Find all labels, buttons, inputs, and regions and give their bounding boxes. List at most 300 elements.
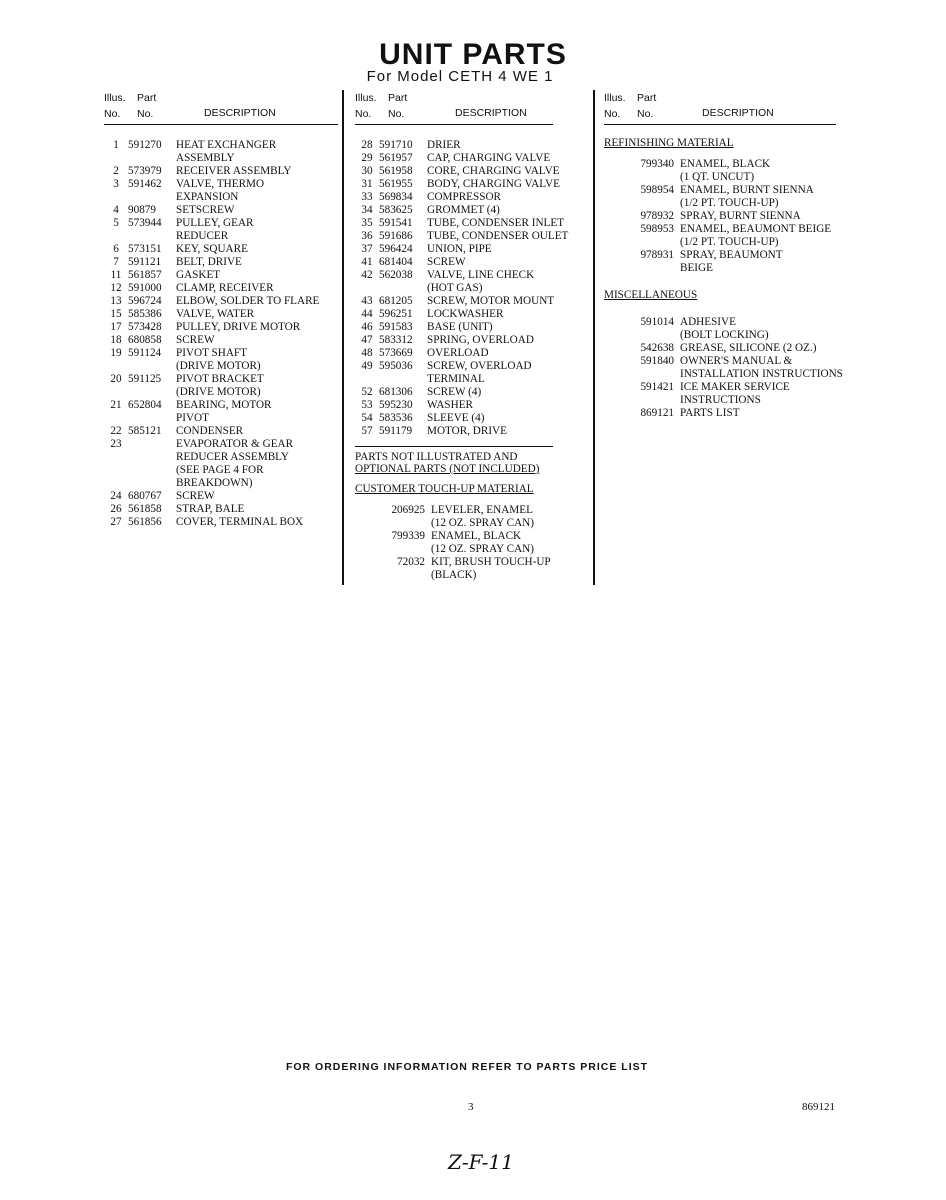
illus-number: 21 (110, 399, 122, 411)
part-number: 598954 (640, 184, 674, 196)
description-line: TERMINAL (427, 373, 485, 385)
part-description (680, 184, 836, 210)
part-number: 573669 (379, 347, 413, 359)
table-row (104, 139, 338, 165)
description-line: (DRIVE MOTOR) (176, 360, 261, 372)
illus-number: 54 (361, 412, 373, 424)
part-number: 591840 (640, 355, 674, 367)
table-row (355, 139, 553, 152)
description-line: BREAKDOWN) (176, 477, 253, 489)
description-line: KIT, BRUSH TOUCH-UP (431, 556, 551, 568)
part-number: 591710 (379, 139, 413, 151)
ordering-footer: FOR ORDERING INFORMATION REFER TO PARTS PRICE LIST (285, 1061, 649, 1073)
table-row (355, 347, 553, 360)
description-line: SPRING, OVERLOAD (427, 334, 534, 346)
part-number: 681205 (379, 295, 413, 307)
part-number: 591121 (128, 256, 162, 268)
part-number: 591124 (128, 347, 162, 359)
part-description (427, 425, 553, 438)
miscellaneous-title: MISCELLANEOUS (604, 289, 698, 301)
description-line: BEARING, MOTOR (176, 399, 272, 411)
table-row (355, 269, 553, 295)
illus-number: 4 (113, 204, 119, 216)
part-number: 573944 (128, 217, 162, 229)
description-line: EVAPORATOR & GEAR (176, 438, 294, 450)
list-item (604, 342, 836, 355)
header-illus: Illus. (355, 92, 377, 104)
description-line: CORE, CHARGING VALVE (427, 165, 560, 177)
part-number: 591541 (379, 217, 413, 229)
list-item (604, 184, 836, 210)
description-line: SCREW (176, 490, 215, 502)
part-number: 561857 (128, 269, 162, 281)
illus-number: 41 (361, 256, 373, 268)
table-row (104, 308, 338, 321)
description-line: (SEE PAGE 4 FOR (176, 464, 264, 476)
description-line: (HOT GAS) (427, 282, 483, 294)
description-line: PULLEY, DRIVE MOTOR (176, 321, 301, 333)
not-illustrated-line-2: OPTIONAL PARTS (NOT INCLUDED) (355, 463, 540, 475)
illus-number: 15 (110, 308, 122, 320)
description-line: (1/2 PT. TOUCH-UP) (680, 236, 779, 248)
part-description (176, 139, 338, 165)
part-number: 591686 (379, 230, 413, 242)
illus-number: 57 (361, 425, 373, 437)
table-row (104, 334, 338, 347)
description-line: ENAMEL, BLACK (431, 530, 522, 542)
part-description (427, 334, 553, 347)
description-line: RECEIVER ASSEMBLY (176, 165, 292, 177)
page-title: UNIT PARTS (379, 38, 567, 71)
header-part: Part (388, 92, 408, 104)
table-row (355, 334, 553, 347)
description-line: KEY, SQUARE (176, 243, 248, 255)
table-row (355, 178, 560, 191)
header-description: DESCRIPTION (702, 107, 774, 119)
part-description (427, 295, 554, 308)
handwritten-note: Z-F-11 (448, 1150, 514, 1174)
part-description (427, 191, 553, 204)
description-line: (12 OZ. SPRAY CAN) (431, 543, 534, 555)
description-line: OWNER'S MANUAL & (680, 355, 793, 367)
part-description (427, 165, 560, 178)
table-row (355, 165, 560, 178)
table-row (355, 295, 553, 308)
description-line: INSTALLATION INSTRUCTIONS (680, 368, 843, 380)
table-row (355, 243, 553, 256)
header-part-no: No. (388, 108, 405, 120)
part-number: 681306 (379, 386, 413, 398)
part-description (680, 249, 836, 275)
description-line: PARTS LIST (680, 407, 740, 419)
description-line: SLEEVE (4) (427, 412, 485, 424)
illus-number: 48 (361, 347, 373, 359)
list-item (604, 355, 843, 381)
table-row (355, 412, 553, 425)
description-line: (1/2 PT. TOUCH-UP) (680, 197, 779, 209)
part-description (431, 556, 553, 582)
table-row (104, 243, 338, 256)
part-description (427, 243, 553, 256)
header-illus: Illus. (604, 92, 626, 104)
description-line: SCREW (4) (427, 386, 482, 398)
list-item (604, 210, 836, 223)
part-number: 591421 (640, 381, 674, 393)
part-description (427, 347, 553, 360)
illus-number: 3 (113, 178, 119, 190)
part-description (427, 308, 553, 321)
description-line: OVERLOAD (427, 347, 489, 359)
refinishing-list (604, 158, 836, 275)
part-description (176, 178, 338, 204)
part-number: 90879 (128, 204, 156, 216)
part-number: 591125 (128, 373, 162, 385)
table-row (104, 399, 338, 425)
header-part-no: No. (637, 108, 654, 120)
miscellaneous-list (604, 316, 843, 420)
miscellaneous-section (604, 289, 843, 420)
description-line: LOCKWASHER (427, 308, 504, 320)
table-row (355, 256, 553, 269)
part-description (427, 152, 553, 165)
part-number: 595036 (379, 360, 413, 372)
description-line: (BLACK) (431, 569, 477, 581)
description-line: (DRIVE MOTOR) (176, 386, 261, 398)
part-number: 583625 (379, 204, 413, 216)
customer-touchup-list (355, 504, 553, 582)
part-number: 561958 (379, 165, 413, 177)
header-illus-no: No. (104, 108, 121, 120)
part-description (427, 386, 553, 399)
part-number: 561858 (128, 503, 162, 515)
header-part: Part (137, 92, 157, 104)
illus-number: 35 (361, 217, 373, 229)
list-item (604, 158, 836, 184)
illus-number: 20 (110, 373, 122, 385)
description-line: UNION, PIPE (427, 243, 492, 255)
description-line: SETSCREW (176, 204, 235, 216)
description-line: ENAMEL, BEAUMONT BEIGE (680, 223, 832, 235)
description-line: TUBE, CONDENSER INLET (427, 217, 565, 229)
description-line: CAP, CHARGING VALVE (427, 152, 551, 164)
part-number: 72032 (397, 556, 425, 568)
illus-number: 31 (361, 178, 373, 190)
column-divider-right (593, 90, 595, 585)
description-line: SPRAY, BURNT SIENNA (680, 210, 801, 222)
part-number: 562038 (379, 269, 413, 281)
description-line: SCREW (427, 256, 466, 268)
table-row (355, 399, 553, 412)
part-number: 591270 (128, 139, 162, 151)
illus-number: 52 (361, 386, 373, 398)
illus-number: 29 (361, 152, 373, 164)
illus-number: 1 (113, 139, 119, 151)
part-number: 542638 (640, 342, 674, 354)
table-row (104, 178, 338, 204)
illus-number: 19 (110, 347, 122, 359)
table-row (355, 308, 553, 321)
description-line: GASKET (176, 269, 221, 281)
table-row (355, 217, 565, 230)
table-row (104, 204, 338, 217)
illus-number: 37 (361, 243, 373, 255)
list-item (355, 504, 553, 530)
description-line: (12 OZ. SPRAY CAN) (431, 517, 534, 529)
table-row (104, 503, 338, 516)
illus-number: 26 (110, 503, 122, 515)
part-number: 680858 (128, 334, 162, 346)
part-description (427, 269, 553, 295)
refinishing-title: REFINISHING MATERIAL (604, 137, 734, 149)
illus-number: 43 (361, 295, 373, 307)
table-row (104, 438, 338, 490)
description-line: (1 QT. UNCUT) (680, 171, 755, 183)
description-line: HEAT EXCHANGER (176, 139, 277, 151)
customer-touchup-title: CUSTOMER TOUCH-UP MATERIAL (355, 483, 534, 495)
table-row (104, 217, 338, 243)
part-description (680, 407, 836, 420)
not-illustrated-line-1: PARTS NOT ILLUSTRATED AND (355, 451, 518, 463)
description-line: PIVOT SHAFT (176, 347, 247, 359)
description-line: ENAMEL, BURNT SIENNA (680, 184, 814, 196)
part-number: 561856 (128, 516, 162, 528)
part-description (176, 165, 338, 178)
part-description (680, 210, 836, 223)
description-line: SPRAY, BEAUMONT (680, 249, 783, 261)
description-line: WASHER (427, 399, 473, 411)
part-description (427, 217, 564, 230)
part-number: 596724 (128, 295, 162, 307)
part-number: 596251 (379, 308, 413, 320)
part-number: 591014 (640, 316, 674, 328)
part-description (176, 490, 338, 503)
list-item (604, 381, 836, 407)
table-row (355, 425, 553, 438)
part-description (427, 399, 553, 412)
description-line: REDUCER ASSEMBLY (176, 451, 289, 463)
description-line: GROMMET (4) (427, 204, 500, 216)
description-line: STRAP, BALE (176, 503, 245, 515)
illus-number: 44 (361, 308, 373, 320)
description-line: ASSEMBLY (176, 152, 235, 164)
description-line: VALVE, THERMO (176, 178, 265, 190)
illus-number: 24 (110, 490, 122, 502)
table-row (355, 386, 553, 399)
header-description: DESCRIPTION (204, 107, 276, 119)
part-description (176, 334, 338, 347)
description-line: REDUCER (176, 230, 229, 242)
part-number: 591583 (379, 321, 413, 333)
part-number: 869121 (640, 407, 674, 419)
description-line: BASE (UNIT) (427, 321, 493, 333)
refinishing-section (604, 137, 836, 275)
description-line: MOTOR, DRIVE (427, 425, 507, 437)
part-number: 585386 (128, 308, 162, 320)
part-description (176, 243, 338, 256)
part-number: 591000 (128, 282, 162, 294)
part-number: 585121 (128, 425, 162, 437)
table-row (104, 165, 338, 178)
part-number: 573979 (128, 165, 162, 177)
table-row (355, 321, 553, 334)
header-part-no: No. (137, 108, 154, 120)
list-item (355, 530, 553, 556)
part-description (176, 269, 338, 282)
illus-number: 46 (361, 321, 373, 333)
illus-number: 2 (113, 165, 119, 177)
part-description (427, 139, 553, 152)
description-line: BELT, DRIVE (176, 256, 242, 268)
part-number: 583312 (379, 334, 413, 346)
part-description (176, 256, 338, 269)
parts-list (355, 139, 569, 438)
table-row (355, 152, 553, 165)
description-line: PIVOT BRACKET (176, 373, 264, 385)
description-line: (BOLT LOCKING) (680, 329, 769, 341)
part-number: 569834 (379, 191, 413, 203)
description-line: EXPANSION (176, 191, 239, 203)
part-description (427, 230, 568, 243)
list-item (604, 316, 836, 342)
part-number: 591462 (128, 178, 162, 190)
part-description (176, 373, 338, 399)
description-line: BEIGE (680, 262, 713, 274)
column-header (104, 90, 338, 125)
part-number: 206925 (391, 504, 425, 516)
table-row (104, 425, 338, 438)
description-line: ADHESIVE (680, 316, 736, 328)
list-item (355, 556, 553, 582)
document-number: 869121 (802, 1101, 835, 1113)
table-row (355, 191, 553, 204)
illus-number: 33 (361, 191, 373, 203)
illus-number: 18 (110, 334, 122, 346)
description-line: VALVE, LINE CHECK (427, 269, 535, 281)
part-number: 598953 (640, 223, 674, 235)
part-description (680, 355, 843, 381)
part-number: 583536 (379, 412, 413, 424)
illus-number: 5 (113, 217, 119, 229)
part-number: 591179 (379, 425, 413, 437)
description-line: INSTRUCTIONS (680, 394, 761, 406)
part-description (176, 399, 338, 425)
header-part: Part (637, 92, 657, 104)
part-description (176, 438, 338, 490)
part-description (680, 342, 836, 355)
part-number: 561955 (379, 178, 413, 190)
illus-number: 47 (361, 334, 373, 346)
description-line: LEVELER, ENAMEL (431, 504, 533, 516)
illus-number: 12 (110, 282, 122, 294)
part-description (427, 256, 553, 269)
illus-number: 30 (361, 165, 373, 177)
description-line: COMPRESSOR (427, 191, 501, 203)
part-number (128, 438, 176, 490)
description-line: PIVOT (176, 412, 209, 424)
description-line: CLAMP, RECEIVER (176, 282, 274, 294)
part-number: 681404 (379, 256, 413, 268)
part-description (176, 282, 338, 295)
illus-number: 13 (110, 295, 122, 307)
illus-number: 11 (110, 269, 122, 281)
part-description (427, 178, 560, 191)
description-line: SCREW (176, 334, 215, 346)
part-number: 573151 (128, 243, 162, 255)
part-description (427, 360, 553, 386)
illus-number: 42 (361, 269, 373, 281)
illus-number: 36 (361, 230, 373, 242)
part-number: 978932 (640, 210, 674, 222)
part-description (176, 347, 338, 373)
description-line: DRIER (427, 139, 461, 151)
part-description (176, 516, 338, 529)
table-row (355, 230, 569, 243)
description-line: PULLEY, GEAR (176, 217, 254, 229)
part-description (680, 316, 836, 342)
part-number: 652804 (128, 399, 162, 411)
description-line: GREASE, SILICONE (2 OZ.) (680, 342, 817, 354)
table-row (104, 516, 338, 529)
table-row (104, 282, 338, 295)
description-line: SCREW, OVERLOAD (427, 360, 532, 372)
header-description: DESCRIPTION (455, 107, 527, 119)
part-description (427, 412, 553, 425)
illus-number: 28 (361, 139, 373, 151)
header-illus: Illus. (104, 92, 126, 104)
column-divider-left (342, 90, 344, 585)
description-line: CONDENSER (176, 425, 244, 437)
part-description (680, 223, 836, 249)
description-line: SCREW, MOTOR MOUNT (427, 295, 555, 307)
table-row (104, 373, 338, 399)
list-item (604, 223, 836, 249)
parts-list (104, 139, 338, 529)
part-number: 680767 (128, 490, 162, 502)
list-item (604, 249, 836, 275)
header-illus-no: No. (355, 108, 372, 120)
illus-number: 49 (361, 360, 373, 372)
list-item (604, 407, 836, 420)
customer-touchup-section (355, 483, 553, 582)
table-row (104, 256, 338, 269)
illus-number: 53 (361, 399, 373, 411)
illus-number: 7 (113, 256, 119, 268)
part-number: 573428 (128, 321, 162, 333)
part-number: 799339 (391, 530, 425, 542)
column-header (355, 90, 553, 125)
table-row (104, 490, 338, 503)
part-description (680, 158, 836, 184)
part-description (431, 530, 553, 556)
model-subtitle: For Model CETH 4 WE 1 (366, 68, 554, 85)
part-description (176, 204, 338, 217)
illus-number: 22 (110, 425, 122, 437)
part-number: 978931 (640, 249, 674, 261)
table-row (104, 321, 338, 334)
column-header (604, 90, 836, 125)
part-description (176, 503, 338, 516)
part-number: 799340 (640, 158, 674, 170)
description-line: ICE MAKER SERVICE (680, 381, 790, 393)
description-line: ENAMEL, BLACK (680, 158, 771, 170)
parts-column-1 (104, 90, 338, 529)
part-description (680, 381, 836, 407)
part-description (431, 504, 553, 530)
part-description (427, 204, 553, 217)
part-description (176, 295, 338, 308)
header-illus-no: No. (604, 108, 621, 120)
not-illustrated-section (355, 446, 553, 475)
